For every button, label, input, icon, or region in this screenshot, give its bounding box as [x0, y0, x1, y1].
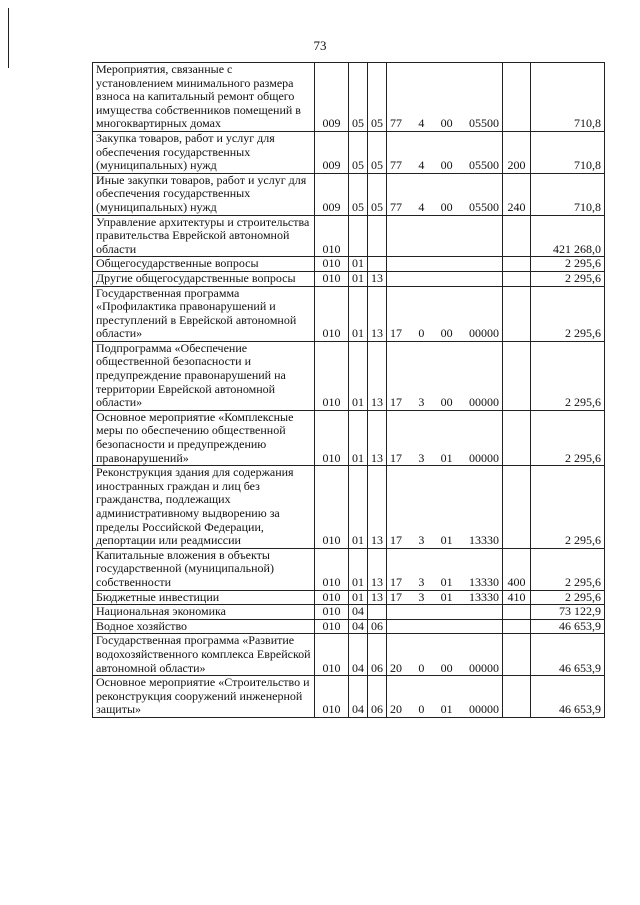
- row-name-cell: Иные закупки товаров, работ и услуг для обеспечения государственных (муниципальных) нужд: [93, 173, 315, 215]
- target-article-part: 00000: [468, 450, 499, 465]
- target-article-part: 3: [418, 450, 425, 465]
- gr-code-cell: 010: [315, 605, 349, 620]
- amount-cell: 2 295,6: [531, 466, 605, 549]
- gr-code-cell: 010: [315, 215, 349, 257]
- vr-code-cell: [503, 286, 531, 341]
- vr-code-cell: 200: [503, 131, 531, 173]
- target-article-part: 17: [390, 590, 402, 604]
- budget-table: [92, 62, 605, 718]
- amount-cell: 73 122,9: [531, 605, 605, 620]
- target-article-part: 01: [440, 574, 453, 589]
- gr-code-cell: 010: [315, 634, 349, 676]
- pr-code-cell: 13: [368, 341, 387, 410]
- table-row: [93, 676, 605, 718]
- target-article-part: 05500: [468, 158, 499, 173]
- target-article-part: 3: [418, 574, 425, 589]
- pr-code-cell: 05: [368, 173, 387, 215]
- target-article-cell: [387, 271, 503, 286]
- gr-code-cell: 009: [315, 63, 349, 132]
- target-article-part: 01: [440, 702, 453, 717]
- gr-code-cell: 010: [315, 619, 349, 634]
- target-article-cell: [387, 634, 503, 676]
- vr-code-cell: [503, 676, 531, 718]
- target-article-part: 00: [440, 199, 453, 214]
- pr-code-cell: 13: [368, 286, 387, 341]
- vr-code-cell: [503, 63, 531, 132]
- target-article-part: 77: [390, 158, 402, 173]
- gr-code-cell: 009: [315, 131, 349, 173]
- vr-code-cell: [503, 410, 531, 465]
- amount-cell: 2 295,6: [531, 286, 605, 341]
- table-row: [93, 548, 605, 590]
- vr-code-cell: 240: [503, 173, 531, 215]
- target-article-part: 3: [418, 395, 425, 410]
- target-article-part: 17: [390, 533, 402, 548]
- table-row: [93, 257, 605, 272]
- gr-code-cell: 010: [315, 590, 349, 605]
- gr-code-cell: 010: [315, 466, 349, 549]
- target-article-part: 13330: [468, 590, 499, 604]
- table-row: [93, 466, 605, 549]
- row-name-cell: Общегосударственные вопросы: [93, 257, 315, 272]
- table-row: [93, 131, 605, 173]
- gr-code-cell: 010: [315, 286, 349, 341]
- pr-code-cell: 13: [368, 466, 387, 549]
- amount-cell: 710,8: [531, 131, 605, 173]
- target-article-parts: [390, 396, 499, 410]
- rz-code-cell: 01: [349, 271, 368, 286]
- target-article-cell: [387, 466, 503, 549]
- target-article-part: 20: [390, 660, 402, 675]
- target-article-cell: [387, 286, 503, 341]
- target-article-cell: [387, 341, 503, 410]
- row-name-cell: Национальная экономика: [93, 605, 315, 620]
- table-row: [93, 286, 605, 341]
- target-article-part: 00000: [468, 326, 499, 341]
- pr-code-cell: 05: [368, 63, 387, 132]
- gr-code-cell: 010: [315, 410, 349, 465]
- table-row: [93, 619, 605, 634]
- table-row: [93, 410, 605, 465]
- row-name-cell: Реконструкция здания для содержания иностранных граждан и лиц без гражданства, подлежащих административному выдворению за пределы Российской Федерации, депортации или реадмиссии: [93, 466, 315, 549]
- target-article-cell: [387, 548, 503, 590]
- row-name-cell: Капитальные вложения в объекты государственной (муниципальной) собственности: [93, 548, 315, 590]
- target-article-part: 17: [390, 326, 402, 341]
- gr-code-cell: 010: [315, 341, 349, 410]
- table-row: [93, 605, 605, 620]
- gr-code-cell: 010: [315, 676, 349, 718]
- row-name-cell: Бюджетные инвестиции: [93, 590, 315, 605]
- row-name-cell: Государственная программа «Профилактика правонарушений и преступлений в Еврейской автономной области»: [93, 286, 315, 341]
- rz-code-cell: 01: [349, 590, 368, 605]
- rz-code-cell: 01: [349, 410, 368, 465]
- pr-code-cell: 06: [368, 619, 387, 634]
- target-article-part: 00: [440, 660, 453, 675]
- table-row: [93, 634, 605, 676]
- vr-code-cell: [503, 466, 531, 549]
- vr-code-cell: [503, 257, 531, 272]
- rz-code-cell: 04: [349, 634, 368, 676]
- target-article-part: 4: [418, 158, 425, 173]
- target-article-part: 05500: [468, 199, 499, 214]
- rz-code-cell: 05: [349, 131, 368, 173]
- target-article-part: 13330: [468, 574, 499, 589]
- target-article-part: 0: [418, 660, 425, 675]
- row-name-cell: Мероприятия, связанные с установлением минимального размера взноса на капитальный ремонт общего имущества собственников помещений в многоквартирных домах: [93, 63, 315, 132]
- target-article-parts: [390, 159, 499, 173]
- target-article-cell: [387, 676, 503, 718]
- vr-code-cell: [503, 634, 531, 676]
- target-article-part: 00: [440, 395, 453, 410]
- target-article-parts: [390, 591, 499, 605]
- rz-code-cell: 01: [349, 257, 368, 272]
- amount-cell: 46 653,9: [531, 634, 605, 676]
- table-row: [93, 341, 605, 410]
- row-name-cell: Основное мероприятие «Комплексные меры по обеспечению общественной безопасности и предупреждению правонарушений»: [93, 410, 315, 465]
- row-name-cell: Подпрограмма «Обеспечение общественной безопасности и предупреждение правонарушений на территории Еврейской автономной области»: [93, 341, 315, 410]
- target-article-part: 0: [418, 326, 425, 341]
- budget-table-body: [93, 63, 605, 718]
- target-article-part: 00: [440, 116, 453, 131]
- vr-code-cell: [503, 215, 531, 257]
- amount-cell: 421 268,0: [531, 215, 605, 257]
- table-row: [93, 173, 605, 215]
- target-article-part: 0: [418, 702, 425, 717]
- target-article-part: 00000: [468, 395, 499, 410]
- gr-code-cell: 010: [315, 257, 349, 272]
- table-row: [93, 271, 605, 286]
- row-name-cell: Водное хозяйство: [93, 619, 315, 634]
- rz-code-cell: 01: [349, 341, 368, 410]
- target-article-part: 77: [390, 199, 402, 214]
- target-article-part: 01: [440, 590, 453, 604]
- gr-code-cell: 010: [315, 271, 349, 286]
- vr-code-cell: [503, 271, 531, 286]
- gr-code-cell: 010: [315, 548, 349, 590]
- target-article-cell: [387, 131, 503, 173]
- target-article-parts: [390, 576, 499, 590]
- pr-code-cell: [368, 215, 387, 257]
- table-row: [93, 590, 605, 605]
- page-number: 73: [313, 38, 327, 53]
- rz-code-cell: 01: [349, 548, 368, 590]
- target-article-cell: [387, 619, 503, 634]
- target-article-part: 05500: [468, 116, 499, 131]
- target-article-cell: [387, 590, 503, 605]
- target-article-parts: [390, 534, 499, 548]
- amount-cell: 46 653,9: [531, 676, 605, 718]
- vr-code-cell: [503, 619, 531, 634]
- target-article-cell: [387, 63, 503, 132]
- pr-code-cell: 05: [368, 131, 387, 173]
- pr-code-cell: 13: [368, 548, 387, 590]
- pr-code-cell: 13: [368, 271, 387, 286]
- pr-code-cell: [368, 257, 387, 272]
- target-article-part: 20: [390, 702, 402, 717]
- pr-code-cell: 13: [368, 410, 387, 465]
- pr-code-cell: 06: [368, 676, 387, 718]
- target-article-parts: [390, 662, 499, 676]
- target-article-part: 13330: [468, 533, 499, 548]
- target-article-part: 00: [440, 158, 453, 173]
- target-article-part: 01: [440, 450, 453, 465]
- vr-code-cell: 400: [503, 548, 531, 590]
- rz-code-cell: 01: [349, 286, 368, 341]
- target-article-cell: [387, 257, 503, 272]
- target-article-part: 17: [390, 450, 402, 465]
- target-article-parts: [390, 703, 499, 717]
- table-row: [93, 215, 605, 257]
- target-article-cell: [387, 605, 503, 620]
- rz-code-cell: [349, 215, 368, 257]
- rz-code-cell: 05: [349, 173, 368, 215]
- target-article-cell: [387, 173, 503, 215]
- rz-code-cell: 01: [349, 466, 368, 549]
- vr-code-cell: [503, 605, 531, 620]
- amount-cell: 2 295,6: [531, 271, 605, 286]
- target-article-parts: [390, 117, 499, 131]
- target-article-part: 00000: [468, 660, 499, 675]
- pr-code-cell: 13: [368, 590, 387, 605]
- target-article-parts: [390, 327, 499, 341]
- target-article-part: 77: [390, 116, 402, 131]
- row-name-cell: Управление архитектуры и строительства правительства Еврейской автономной области: [93, 215, 315, 257]
- row-name-cell: Основное мероприятие «Строительство и реконструкция сооружений инженерной защиты»: [93, 676, 315, 718]
- rz-code-cell: 04: [349, 605, 368, 620]
- pr-code-cell: 06: [368, 634, 387, 676]
- pr-code-cell: [368, 605, 387, 620]
- target-article-part: 4: [418, 116, 425, 131]
- amount-cell: 710,8: [531, 63, 605, 132]
- row-name-cell: Закупка товаров, работ и услуг для обеспечения государственных (муниципальных) нужд: [93, 131, 315, 173]
- table-row: [93, 63, 605, 132]
- amount-cell: 46 653,9: [531, 619, 605, 634]
- amount-cell: 2 295,6: [531, 548, 605, 590]
- vr-code-cell: [503, 341, 531, 410]
- amount-cell: 2 295,6: [531, 590, 605, 605]
- target-article-cell: [387, 215, 503, 257]
- target-article-part: 4: [418, 199, 425, 214]
- rz-code-cell: 05: [349, 63, 368, 132]
- target-article-part: 17: [390, 574, 402, 589]
- rz-code-cell: 04: [349, 676, 368, 718]
- target-article-parts: [390, 201, 499, 215]
- rz-code-cell: 04: [349, 619, 368, 634]
- target-article-part: 00000: [468, 702, 499, 717]
- amount-cell: 2 295,6: [531, 257, 605, 272]
- amount-cell: 2 295,6: [531, 410, 605, 465]
- amount-cell: 2 295,6: [531, 341, 605, 410]
- row-name-cell: Государственная программа «Развитие водохозяйственного комплекса Еврейской автономной области»: [93, 634, 315, 676]
- target-article-part: 3: [418, 590, 425, 604]
- target-article-part: 00: [440, 326, 453, 341]
- target-article-part: 01: [440, 533, 453, 548]
- target-article-cell: [387, 410, 503, 465]
- target-article-part: 3: [418, 533, 425, 548]
- target-article-parts: [390, 452, 499, 466]
- amount-cell: 710,8: [531, 173, 605, 215]
- vr-code-cell: 410: [503, 590, 531, 605]
- gr-code-cell: 009: [315, 173, 349, 215]
- row-name-cell: Другие общегосударственные вопросы: [93, 271, 315, 286]
- target-article-part: 17: [390, 395, 402, 410]
